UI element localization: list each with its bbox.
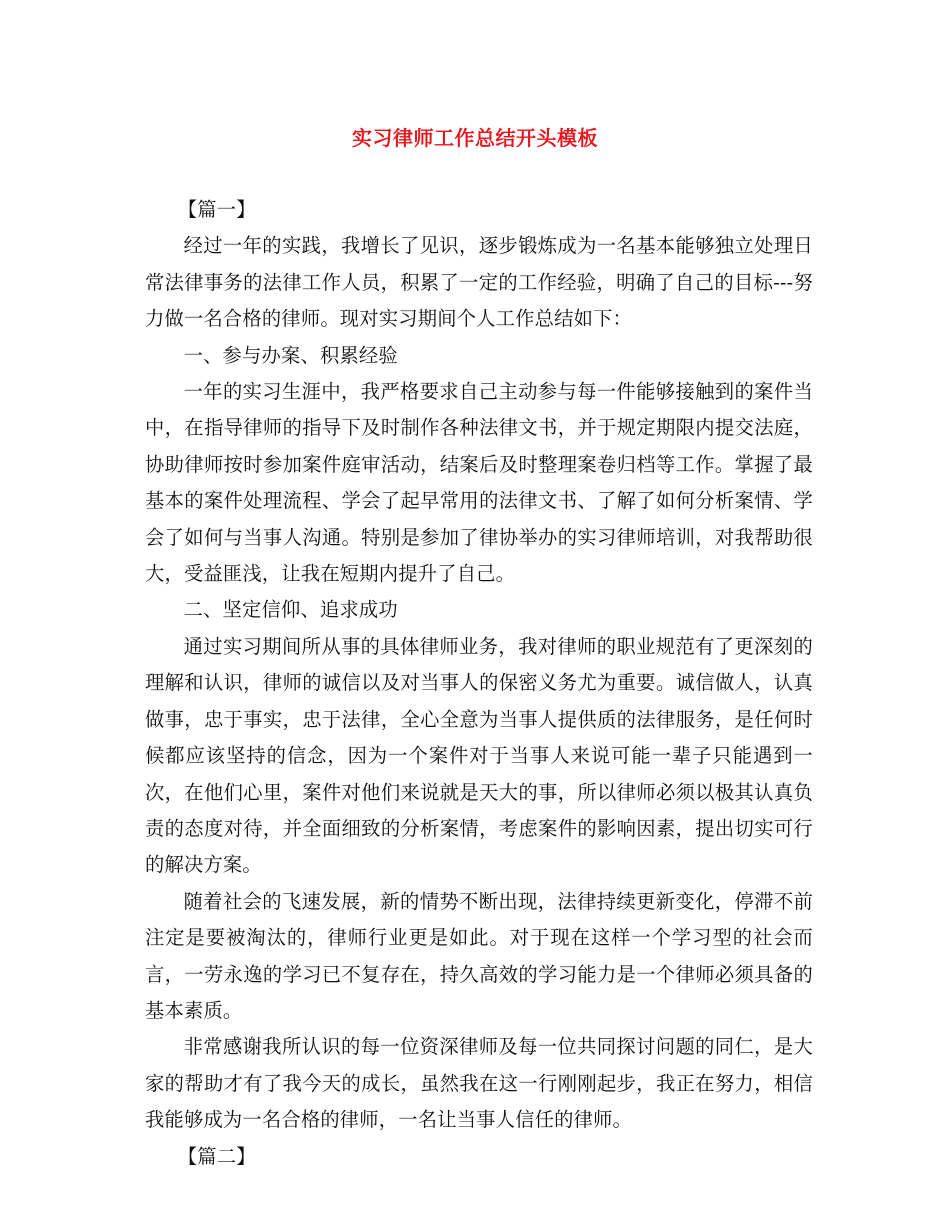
section-marker-1: 【篇一】 — [177, 198, 256, 221]
paragraph-development: 随着社会的飞速发展，新的情势不断出现，法律持续更新变化，停滞不前注定是要被淘汰的，律师行业更是如此。对于现在这样一个学习型的社会而言，一劳永逸的学习已不复存在，持久高效的学习能力是一个律师必须具备的基本素质。 — [145, 889, 813, 1022]
paragraph-thanks: 非常感谢我所认识的每一位资深律师及每一位共同探讨问题的同仁，是大家的帮助才有了我今天的成长，虽然我在这一行刚刚起步，我正在努力，相信我能够成为一名合格的律师，一名让当事人信任的律师。 — [145, 1035, 813, 1132]
section-marker-2: 【篇二】 — [177, 1144, 256, 1168]
paragraph-intro: 经过一年的实践，我增长了见识，逐步锻炼成为一名基本能够独立处理日常法律事务的法律工作人员，积累了一定的工作经验，明确了自己的目标---努力做一名合格的律师。现对实习期间个人工作总结如下： — [145, 234, 813, 331]
document-title: 实习律师工作总结开头模板 — [352, 126, 598, 150]
document-body — [145, 192, 813, 1175]
heading-1: 一、参与办案、积累经验 — [183, 343, 398, 367]
paragraph-belief: 通过实习期间所从事的具体律师业务，我对律师的职业规范有了更深刻的理解和认识，律师的诚信以及对当事人的保密义务尤为重要。诚信做人，认真做事，忠于事实，忠于法律，全心全意为当事人提供质的法律服务，是任何时候都应该坚持的信念，因为一个案件对于当事人来说可能一辈子只能遇到一次，在他们心里，案件对他们来说就是天大的事，所以律师必须以极其认真负责的态度对待，并全面细致的分析案情，考虑案件的影响因素，提出切实可行的解决方案。 — [145, 634, 813, 877]
paragraph-practice: 一年的实习生涯中，我严格要求自己主动参与每一件能够接触到的案件当中，在指导律师的指导下及时制作各种法律文书，并于规定期限内提交法庭，协助律师按时参加案件庭审活动，结案后及时整理案卷归档等工作。掌握了最基本的案件处理流程、学会了起早常用的法律文书、了解了如何分析案情、学会了如何与当事人沟通。特别是参加了律协举办的实习律师培训，对我帮助很大，受益匪浅，让我在短期内提升了自己。 — [145, 380, 813, 586]
heading-2: 二、坚定信仰、追求成功 — [183, 598, 398, 622]
